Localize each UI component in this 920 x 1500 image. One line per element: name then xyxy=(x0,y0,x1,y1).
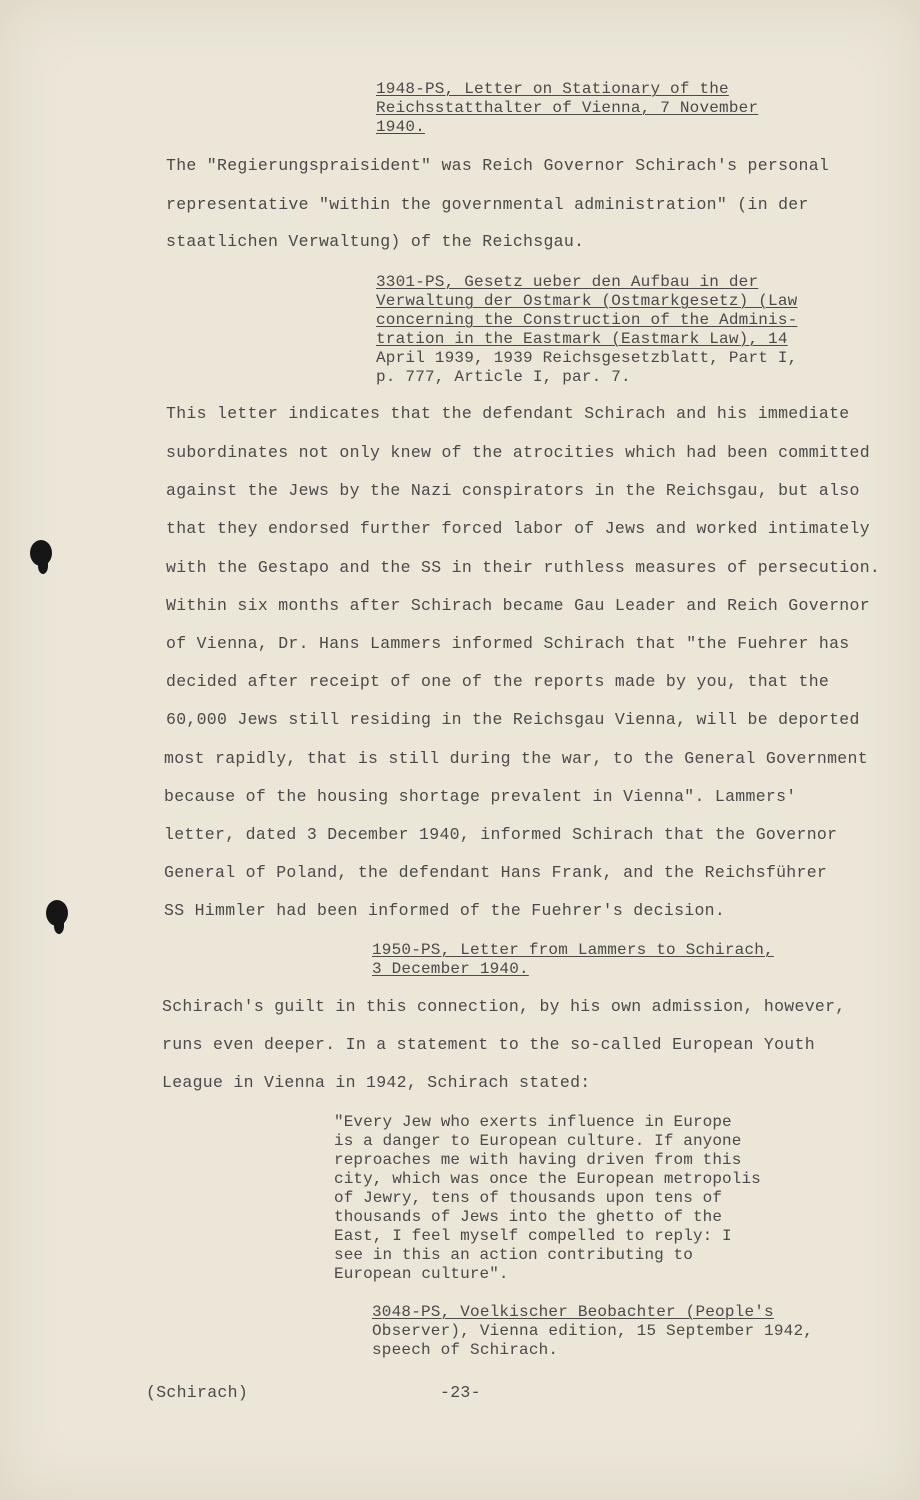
page-number: -23- xyxy=(440,1383,481,1402)
quote-line: "Every Jew who exerts influence in Europe xyxy=(334,1113,732,1131)
citation-line: Observer), Vienna edition, 15 September 1942, xyxy=(372,1322,814,1340)
citation-line: Verwaltung der Ostmark (Ostmarkgesetz) (Law xyxy=(376,292,798,310)
citation-line: 1950-PS, Letter from Lammers to Schirach, xyxy=(372,941,774,959)
quote-line: East, I feel myself compelled to reply: I xyxy=(334,1227,732,1245)
paragraph-line: SS Himmler had been informed of the Fuehrer's decision. xyxy=(164,901,726,920)
paragraph-line: with the Gestapo and the SS in their ruthless measures of persecution. xyxy=(166,558,881,577)
paragraph-line: Within six months after Schirach became Gau Leader and Reich Governor xyxy=(166,596,870,615)
paragraph-line: most rapidly, that is still during the war, to the General Government xyxy=(164,749,868,768)
paragraph-line: 60,000 Jews still residing in the Reichsgau Vienna, will be deported xyxy=(166,710,860,729)
paragraph-line: The "Regierungspraisident" was Reich Governor Schirach's personal xyxy=(166,156,830,175)
paragraph-line: League in Vienna in 1942, Schirach stated: xyxy=(162,1073,591,1092)
paragraph-line: staatlichen Verwaltung) of the Reichsgau. xyxy=(166,232,585,251)
quote-line: of Jewry, tens of thousands upon tens of xyxy=(334,1189,723,1207)
quote-line: reproaches me with having driven from this xyxy=(334,1151,742,1169)
paragraph-line: of Vienna, Dr. Hans Lammers informed Schirach that "the Fuehrer has xyxy=(166,634,850,653)
paragraph-line: General of Poland, the defendant Hans Frank, and the Reichsführer xyxy=(164,863,828,882)
paragraph-line: Schirach's guilt in this connection, by his own admission, however, xyxy=(162,997,846,1016)
citation-line: tration in the Eastmark (Eastmark Law), 14 xyxy=(376,330,788,348)
quote-line: thousands of Jews into the ghetto of the xyxy=(334,1208,723,1226)
paragraph-line: letter, dated 3 December 1940, informed Schirach that the Governor xyxy=(164,825,838,844)
citation-line: 3 December 1940. xyxy=(372,960,529,978)
footer-defendant-label: (Schirach) xyxy=(146,1383,249,1402)
citation-line: concerning the Construction of the Adminis- xyxy=(376,311,798,329)
citation-line: April 1939, 1939 Reichsgesetzblatt, Part I, xyxy=(376,349,798,367)
citation-line: 3301-PS, Gesetz ueber den Aufbau in der xyxy=(376,273,759,291)
paragraph-line: subordinates not only knew of the atrocities which had been committed xyxy=(166,443,870,462)
paragraph-line: decided after receipt of one of the reports made by you, that the xyxy=(166,672,830,691)
citation-line: 1948-PS, Letter on Stationary of the xyxy=(376,80,729,98)
citation-line: speech of Schirach. xyxy=(372,1341,559,1359)
citation-line: 3048-PS, Voelkischer Beobachter (People's xyxy=(372,1303,774,1321)
quote-line: see in this an action contributing to xyxy=(334,1246,693,1264)
citation-line: Reichsstatthalter of Vienna, 7 November xyxy=(376,99,759,117)
paragraph-line: against the Jews by the Nazi conspirators in the Reichsgau, but also xyxy=(166,481,860,500)
paragraph-line: representative "within the governmental administration" (in der xyxy=(166,195,809,214)
punch-hole-bottom xyxy=(46,900,68,926)
quote-line: is a danger to European culture. If anyone xyxy=(334,1132,742,1150)
paragraph-line: This letter indicates that the defendant Schirach and his immediate xyxy=(166,404,850,423)
punch-hole-top xyxy=(30,540,52,566)
quote-line: city, which was once the European metropolis xyxy=(334,1170,761,1188)
citation-line: p. 777, Article I, par. 7. xyxy=(376,368,631,386)
paragraph-line: because of the housing shortage prevalent in Vienna". Lammers' xyxy=(164,787,797,806)
quote-line: European culture". xyxy=(334,1265,509,1283)
paragraph-line: that they endorsed further forced labor of Jews and worked intimately xyxy=(166,519,870,538)
paragraph-line: runs even deeper. In a statement to the so-called European Youth xyxy=(162,1035,815,1054)
citation-line: 1940. xyxy=(376,118,426,136)
